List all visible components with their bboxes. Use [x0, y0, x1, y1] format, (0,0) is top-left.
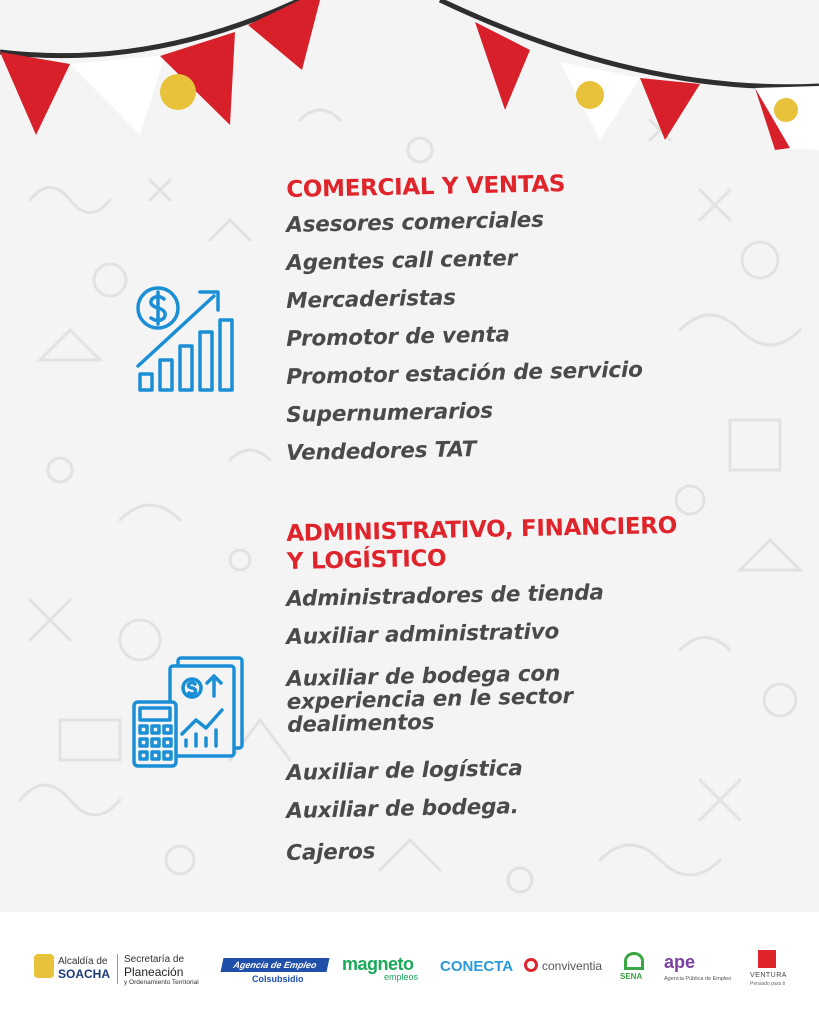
- job-list-comercial: [285, 207, 643, 480]
- list-item: Promotor estación de servicio: [285, 357, 643, 390]
- list-item: Auxiliar administrativo: [285, 619, 560, 650]
- sena-icon: [624, 952, 644, 970]
- list-item: Cajeros: [285, 839, 376, 866]
- divider: [117, 954, 118, 984]
- list-item: Mercaderistas: [285, 285, 457, 314]
- section-title-administrativo: ADMINISTRATIVO, FINANCIERO Y LOGÍSTICO: [286, 512, 678, 575]
- list-item: Supernumerarios: [285, 398, 494, 428]
- list-item: Promotor de venta: [285, 322, 510, 352]
- soacha-shield-icon: [34, 954, 54, 978]
- section-title-comercial: COMERCIAL Y VENTAS: [286, 171, 566, 203]
- calculator-report-icon: [130, 654, 248, 770]
- job-list-administrativo: [285, 580, 616, 880]
- coat-of-arms-icon: [160, 74, 196, 110]
- list-item: Administradores de tienda: [285, 580, 604, 612]
- list-item: Agentes call center: [285, 246, 518, 276]
- list-item: Auxiliar de logística: [285, 756, 523, 786]
- growth-chart-dollar-icon: [134, 282, 246, 394]
- list-item: Asesores comerciales: [285, 207, 544, 238]
- list-item: Vendedores TAT: [285, 437, 477, 466]
- list-item: Auxiliar de bodega.: [285, 794, 519, 824]
- ventura-square-icon: [758, 950, 776, 968]
- conviventia-mark-icon: [524, 958, 538, 972]
- list-item: Auxiliar de bodega con experiencia en le sector dealimentos: [285, 661, 574, 738]
- bunting-garland: [0, 0, 819, 160]
